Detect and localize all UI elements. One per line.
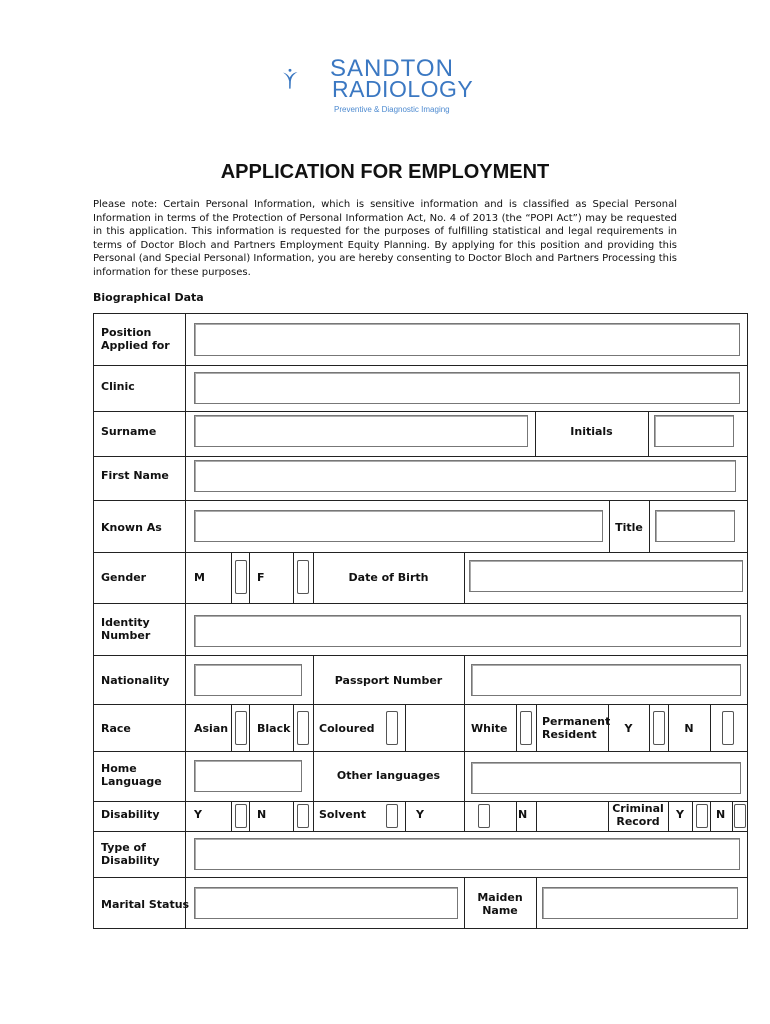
label-disability-no: N xyxy=(257,808,267,821)
label-dob: Date of Birth xyxy=(348,571,429,584)
label-position: Position Applied for xyxy=(101,326,170,352)
label-resident-no: N xyxy=(684,722,694,735)
nationality-field[interactable] xyxy=(194,664,302,696)
criminal-no-checkbox[interactable] xyxy=(734,804,746,828)
logo-tagline: Preventive & Diagnostic Imaging xyxy=(334,105,450,114)
label-first-name: First Name xyxy=(101,469,169,482)
race-coloured-checkbox[interactable] xyxy=(386,711,398,745)
race-black-checkbox[interactable] xyxy=(297,711,309,745)
label-surname: Surname xyxy=(101,425,157,438)
label-clinic: Clinic xyxy=(101,380,135,393)
label-disability: Disability xyxy=(101,808,160,821)
maiden-name-field[interactable] xyxy=(542,887,738,919)
solvent-yes-checkbox[interactable] xyxy=(478,804,490,828)
label-type-disability: Type of Disability xyxy=(101,841,160,867)
gender-male-checkbox[interactable] xyxy=(235,560,247,594)
section-heading: Biographical Data xyxy=(93,291,204,304)
label-criminal-record: Criminal Record xyxy=(612,802,664,828)
resident-yes-checkbox[interactable] xyxy=(653,711,665,745)
label-solvent: Solvent xyxy=(319,808,366,821)
label-other-languages: Other languages xyxy=(336,769,441,782)
position-field[interactable] xyxy=(194,323,740,356)
initials-field[interactable] xyxy=(654,415,734,447)
race-white-checkbox[interactable] xyxy=(520,711,532,745)
page-title: APPLICATION FOR EMPLOYMENT xyxy=(220,161,550,183)
type-disability-field[interactable] xyxy=(194,838,740,870)
label-solvent-yes: Y xyxy=(416,808,424,821)
clinic-field[interactable] xyxy=(194,372,740,404)
solvent-checkbox[interactable] xyxy=(386,804,398,828)
privacy-note: Please note: Certain Personal Information, which is sensitive information and is classified as Special Personal Information in terms of the Protection of Personal Information Act, No. 4 of 2013 (the “POPI Act”) may be requested in this application. This information is requested for the purposes of fulfilling statistical and legal requirements in terms of Doctor Bloch and Partners Employment Equity Planning. By applying for this position and providing this Personal (and Special Personal) Information, you are hereby consenting to Doctor Bloch and Partners Processing this information for these purposes. xyxy=(93,199,677,278)
label-permanent-resident: Permanent Resident xyxy=(542,715,611,741)
disability-no-checkbox[interactable] xyxy=(297,804,309,828)
label-known-as: Known As xyxy=(101,521,162,534)
label-disability-yes: Y xyxy=(194,808,202,821)
resident-no-checkbox[interactable] xyxy=(722,711,734,745)
other-languages-field[interactable] xyxy=(471,762,741,794)
label-resident-yes: Y xyxy=(624,722,633,735)
label-identity: Identity Number xyxy=(101,616,151,642)
label-nationality: Nationality xyxy=(101,674,170,687)
known-as-field[interactable] xyxy=(194,510,603,542)
label-initials: Initials xyxy=(570,425,613,438)
biographical-form xyxy=(93,313,748,929)
home-language-field[interactable] xyxy=(194,760,302,792)
label-marital: Marital Status xyxy=(101,898,190,911)
label-criminal-yes: Y xyxy=(676,808,684,821)
first-name-field[interactable] xyxy=(194,460,736,492)
label-coloured: Coloured xyxy=(319,722,375,735)
label-asian: Asian xyxy=(194,722,229,735)
label-criminal-no: N xyxy=(716,808,726,821)
label-race: Race xyxy=(101,722,131,735)
label-solvent-no: N xyxy=(518,808,528,821)
label-home-language: Home Language xyxy=(101,762,162,788)
label-white: White xyxy=(471,722,508,735)
logo-line1: SANDTON xyxy=(330,55,454,82)
passport-field[interactable] xyxy=(471,664,741,696)
dob-field[interactable] xyxy=(469,560,743,592)
logo-line2: RADIOLOGY xyxy=(332,76,474,102)
label-passport: Passport Number xyxy=(334,674,443,687)
label-title: Title xyxy=(615,521,643,534)
label-gender: Gender xyxy=(101,571,147,584)
surname-field[interactable] xyxy=(194,415,528,447)
gender-female-checkbox[interactable] xyxy=(297,560,309,594)
criminal-yes-checkbox[interactable] xyxy=(696,804,708,828)
label-maiden: Maiden Name xyxy=(477,891,523,917)
marital-field[interactable] xyxy=(194,887,458,919)
disability-yes-checkbox[interactable] xyxy=(235,804,247,828)
label-male: M xyxy=(194,571,205,584)
title-field[interactable] xyxy=(655,510,735,542)
identity-field[interactable] xyxy=(194,615,741,647)
race-asian-checkbox[interactable] xyxy=(235,711,247,745)
label-female: F xyxy=(257,571,265,584)
label-black: Black xyxy=(257,722,291,735)
